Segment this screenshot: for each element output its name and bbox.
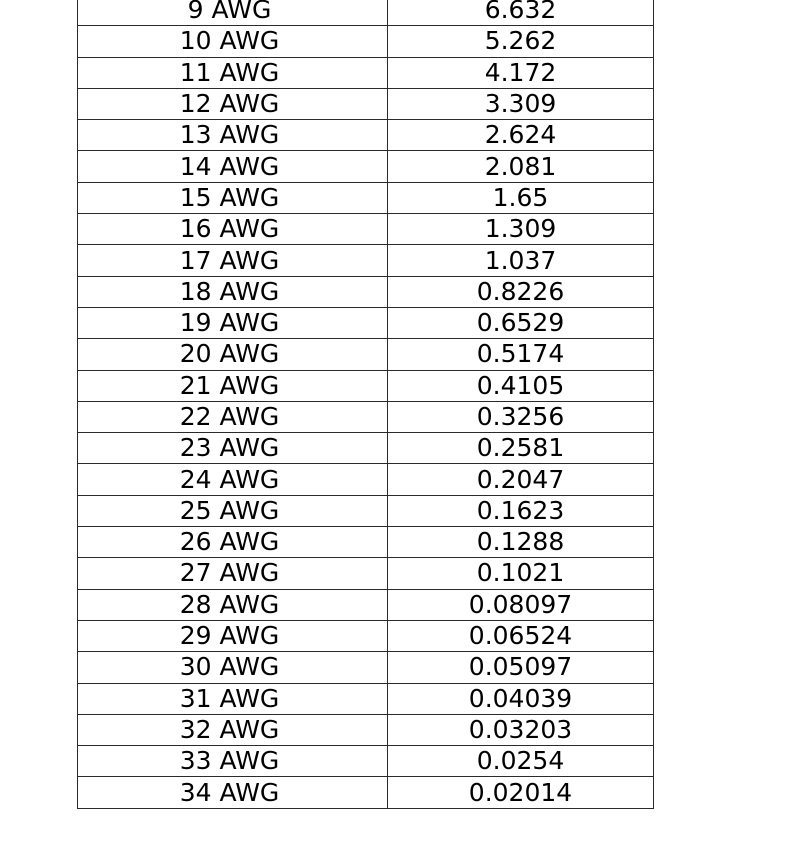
table-row (78, 746, 654, 777)
table-row (78, 714, 654, 745)
gauge-cell: 21 AWG (78, 370, 388, 401)
value-cell: 3.309 (388, 88, 654, 119)
table-row (78, 683, 654, 714)
gauge-cell: 9 AWG (78, 0, 388, 26)
value-cell: 2.624 (388, 120, 654, 151)
value-cell: 0.06524 (388, 620, 654, 651)
table-row (78, 620, 654, 651)
gauge-cell: 29 AWG (78, 620, 388, 651)
table-row (78, 151, 654, 182)
table-row (78, 652, 654, 683)
gauge-cell: 15 AWG (78, 182, 388, 213)
value-cell: 0.2047 (388, 464, 654, 495)
table-row (78, 558, 654, 589)
value-cell: 0.1623 (388, 495, 654, 526)
gauge-cell: 16 AWG (78, 214, 388, 245)
gauge-cell: 33 AWG (78, 746, 388, 777)
table-row (78, 245, 654, 276)
gauge-cell: 19 AWG (78, 307, 388, 338)
value-cell: 4.172 (388, 57, 654, 88)
gauge-cell: 26 AWG (78, 527, 388, 558)
value-cell: 0.03203 (388, 714, 654, 745)
value-cell: 0.4105 (388, 370, 654, 401)
gauge-cell: 20 AWG (78, 339, 388, 370)
table-row (78, 276, 654, 307)
table-row (78, 527, 654, 558)
value-cell: 1.037 (388, 245, 654, 276)
table-row (78, 214, 654, 245)
value-cell: 1.309 (388, 214, 654, 245)
value-cell: 0.1288 (388, 527, 654, 558)
gauge-cell: 13 AWG (78, 120, 388, 151)
gauge-cell: 32 AWG (78, 714, 388, 745)
value-cell: 0.6529 (388, 307, 654, 338)
value-cell: 0.04039 (388, 683, 654, 714)
gauge-cell: 12 AWG (78, 88, 388, 119)
table-row (78, 88, 654, 119)
gauge-cell: 27 AWG (78, 558, 388, 589)
table-row (78, 120, 654, 151)
value-cell: 1.65 (388, 182, 654, 213)
table-row (78, 182, 654, 213)
table-row (78, 370, 654, 401)
gauge-cell: 28 AWG (78, 589, 388, 620)
gauge-cell: 34 AWG (78, 777, 388, 808)
table-row (78, 464, 654, 495)
value-cell: 6.632 (388, 0, 654, 26)
gauge-cell: 11 AWG (78, 57, 388, 88)
gauge-cell: 25 AWG (78, 495, 388, 526)
table-row (78, 495, 654, 526)
value-cell: 0.02014 (388, 777, 654, 808)
value-cell: 0.3256 (388, 401, 654, 432)
table-row (78, 307, 654, 338)
table-row (78, 57, 654, 88)
gauge-cell: 17 AWG (78, 245, 388, 276)
table-row (78, 401, 654, 432)
table-row (78, 339, 654, 370)
table-row (78, 0, 654, 26)
table-row (78, 433, 654, 464)
awg-table (77, 0, 654, 809)
value-cell: 0.05097 (388, 652, 654, 683)
value-cell: 0.2581 (388, 433, 654, 464)
gauge-cell: 22 AWG (78, 401, 388, 432)
value-cell: 0.08097 (388, 589, 654, 620)
gauge-cell: 31 AWG (78, 683, 388, 714)
table-row (78, 26, 654, 57)
gauge-cell: 10 AWG (78, 26, 388, 57)
table-row (78, 589, 654, 620)
gauge-cell: 14 AWG (78, 151, 388, 182)
gauge-cell: 23 AWG (78, 433, 388, 464)
value-cell: 0.5174 (388, 339, 654, 370)
table-row (78, 777, 654, 808)
awg-table-body (78, 0, 654, 808)
value-cell: 5.262 (388, 26, 654, 57)
value-cell: 0.1021 (388, 558, 654, 589)
gauge-cell: 24 AWG (78, 464, 388, 495)
gauge-cell: 18 AWG (78, 276, 388, 307)
value-cell: 2.081 (388, 151, 654, 182)
value-cell: 0.0254 (388, 746, 654, 777)
value-cell: 0.8226 (388, 276, 654, 307)
gauge-cell: 30 AWG (78, 652, 388, 683)
